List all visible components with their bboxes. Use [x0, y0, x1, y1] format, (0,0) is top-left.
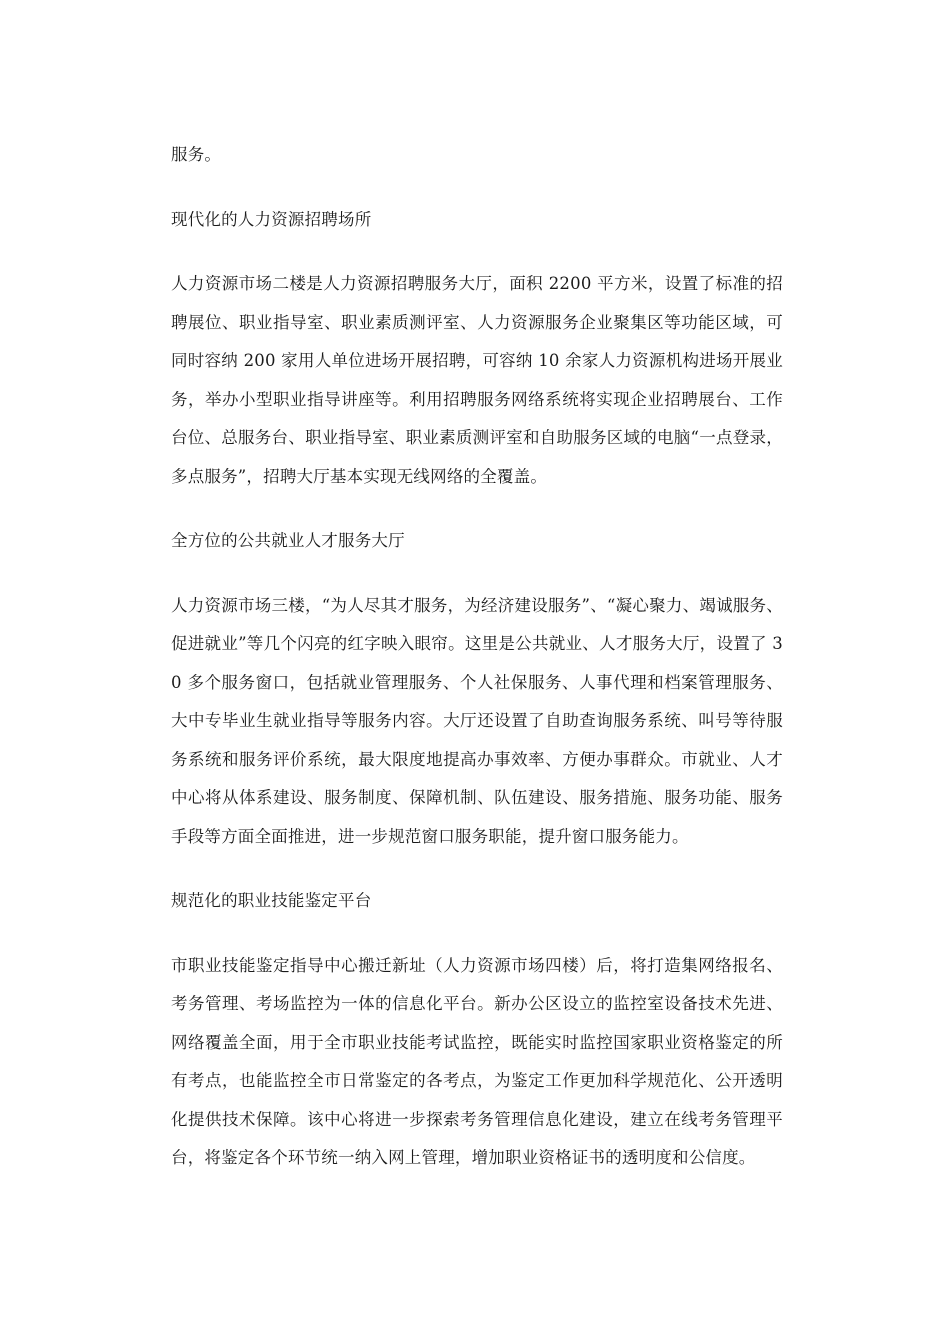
paragraph-recruitment-hall: 人力资源市场二楼是人力资源招聘服务大厅，面积 2200 平方米，设置了标准的招聘展位、职业指导室、职业素质测评室、人力资源服务企业聚集区等功能区域，可同时容纳 200 家用人单位进场开展招聘，可容纳 10 余家人力资源机构进场开展业务，举办小型职业指导讲座等。利用招聘服务网络系统将实现企业招聘展台、工作台位、总服务台、职业指导室、职业素质测评室和自助服务区域的电脑“一点登录，多点服务”，招聘大厅基本实现无线网络的全覆盖。 — [171, 274, 783, 486]
paragraph-service-hall: 人力资源市场三楼，“为人尽其才服务，为经济建设服务”、“凝心聚力、竭诚服务、促进就业”等几个闪亮的红字映入眼帘。这里是公共就业、人才服务大厅，设置了 30 多个服务窗口，包括就业管理服务、个人社保服务、人事代理和档案管理服务、大中专毕业生就业指导等服务内容。大厅还设置了自助查询服务系统、叫号等待服务系统和服务评价系统，最大限度地提高办事效率、方便办事群众。市就业、人才中心将从体系建设、服务制度、保障机制、队伍建设、服务措施、服务功能、服务手段等方面全面推进，进一步规范窗口服务职能，提升窗口服务能力。 — [171, 595, 783, 846]
document-body — [171, 136, 783, 1204]
section-heading-recruitment: 现代化的人力资源招聘场所 — [171, 209, 372, 229]
paragraph-skill-appraisal: 市职业技能鉴定指导中心搬迁新址（人力资源市场四楼）后，将打造集网络报名、考务管理、考场监控为一体的信息化平台。新办公区设立的监控室设备技术先进、网络覆盖全面，用于全市职业技能考试监控，既能实时监控国家职业资格鉴定的所有考点，也能监控全市日常鉴定的各考点，为鉴定工作更加科学规范化、公开透明化提供技术保障。该中心将进一步探索考务管理信息化建设，建立在线考务管理平台，将鉴定各个环节统一纳入网上管理，增加职业资格证书的透明度和公信度。 — [171, 955, 783, 1167]
paragraph-continuation: 服务。 — [171, 145, 222, 164]
section-heading-skill-appraisal: 规范化的职业技能鉴定平台 — [171, 891, 372, 910]
section-heading-service-hall: 全方位的公共就业人才服务大厅 — [171, 531, 405, 550]
